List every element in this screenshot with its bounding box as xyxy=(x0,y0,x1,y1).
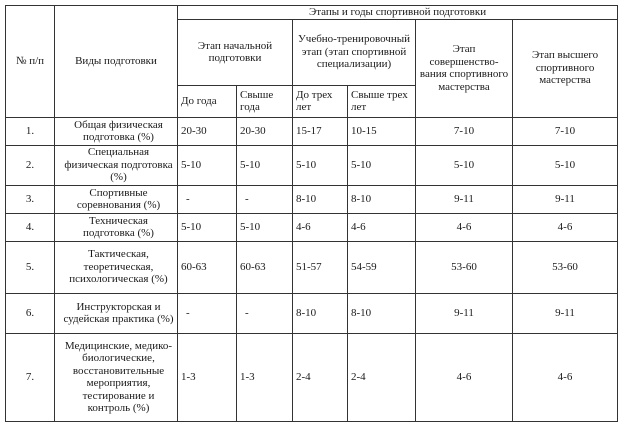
row-kind: Медицинские, медико-биологические, восстановительные мероприятия, тестирование и контроль (%) xyxy=(55,333,178,421)
header-stage1: Этап начальной подготовки xyxy=(178,19,293,85)
header-stages-title: Этапы и годы спортивной подготовки xyxy=(178,6,618,20)
cell: 4-6 xyxy=(513,333,618,421)
cell: 54-59 xyxy=(348,241,416,293)
cell: 5-10 xyxy=(348,145,416,185)
table-row xyxy=(6,117,618,145)
cell: 8-10 xyxy=(293,293,348,333)
cell: 2-4 xyxy=(348,333,416,421)
training-table xyxy=(5,5,618,422)
cell: 60-63 xyxy=(178,241,237,293)
row-num: 3. xyxy=(6,185,55,213)
header-stage2: Учебно-тренировочный этап (этап спортивной специализации) xyxy=(293,19,416,85)
table-row xyxy=(6,333,618,421)
table-row xyxy=(6,145,618,185)
header-stage4: Этап высшего спортивного мастерства xyxy=(513,19,618,117)
row-num: 2. xyxy=(6,145,55,185)
cell: - xyxy=(237,185,293,213)
cell: 9-11 xyxy=(513,185,618,213)
cell: 9-11 xyxy=(513,293,618,333)
cell: 7-10 xyxy=(416,117,513,145)
cell: - xyxy=(178,293,237,333)
cell: 8-10 xyxy=(348,185,416,213)
cell: 7-10 xyxy=(513,117,618,145)
header-s2-sub2: Свыше трех лет xyxy=(348,85,416,117)
header-s1-sub2: Свыше года xyxy=(237,85,293,117)
table-row xyxy=(6,293,618,333)
header-kinds: Виды подготовки xyxy=(55,6,178,118)
cell: 20-30 xyxy=(178,117,237,145)
cell: 4-6 xyxy=(416,213,513,241)
row-num: 4. xyxy=(6,213,55,241)
row-num: 6. xyxy=(6,293,55,333)
header-s1-sub1: До года xyxy=(178,85,237,117)
cell: 15-17 xyxy=(293,117,348,145)
cell: 4-6 xyxy=(293,213,348,241)
cell: 10-15 xyxy=(348,117,416,145)
cell: 4-6 xyxy=(513,213,618,241)
header-stage3: Этап совершенство-вания спортивного мастерства xyxy=(416,19,513,117)
row-kind: Техническая подготовка (%) xyxy=(55,213,178,241)
cell: 4-6 xyxy=(416,333,513,421)
row-kind: Спортивные соревнования (%) xyxy=(55,185,178,213)
cell: 9-11 xyxy=(416,185,513,213)
row-kind: Тактическая, теоретическая, психологическая (%) xyxy=(55,241,178,293)
cell: 8-10 xyxy=(348,293,416,333)
cell: 9-11 xyxy=(416,293,513,333)
cell: 60-63 xyxy=(237,241,293,293)
row-kind: Специальная физическая подготовка (%) xyxy=(55,145,178,185)
cell: - xyxy=(178,185,237,213)
cell: 5-10 xyxy=(416,145,513,185)
cell: - xyxy=(237,293,293,333)
cell: 51-57 xyxy=(293,241,348,293)
cell: 5-10 xyxy=(293,145,348,185)
row-num: 5. xyxy=(6,241,55,293)
cell: 2-4 xyxy=(293,333,348,421)
cell: 53-60 xyxy=(416,241,513,293)
row-num: 1. xyxy=(6,117,55,145)
cell: 8-10 xyxy=(293,185,348,213)
table-row xyxy=(6,213,618,241)
cell: 5-10 xyxy=(513,145,618,185)
row-kind: Общая физическая подготовка (%) xyxy=(55,117,178,145)
cell: 4-6 xyxy=(348,213,416,241)
table-row xyxy=(6,241,618,293)
cell: 5-10 xyxy=(237,213,293,241)
cell: 5-10 xyxy=(178,145,237,185)
header-num: № п/п xyxy=(6,6,55,118)
cell: 53-60 xyxy=(513,241,618,293)
cell: 1-3 xyxy=(178,333,237,421)
cell: 1-3 xyxy=(237,333,293,421)
cell: 20-30 xyxy=(237,117,293,145)
header-s2-sub1: До трех лет xyxy=(293,85,348,117)
cell: 5-10 xyxy=(237,145,293,185)
row-num: 7. xyxy=(6,333,55,421)
cell: 5-10 xyxy=(178,213,237,241)
table-row xyxy=(6,185,618,213)
row-kind: Инструкторская и судейская практика (%) xyxy=(55,293,178,333)
